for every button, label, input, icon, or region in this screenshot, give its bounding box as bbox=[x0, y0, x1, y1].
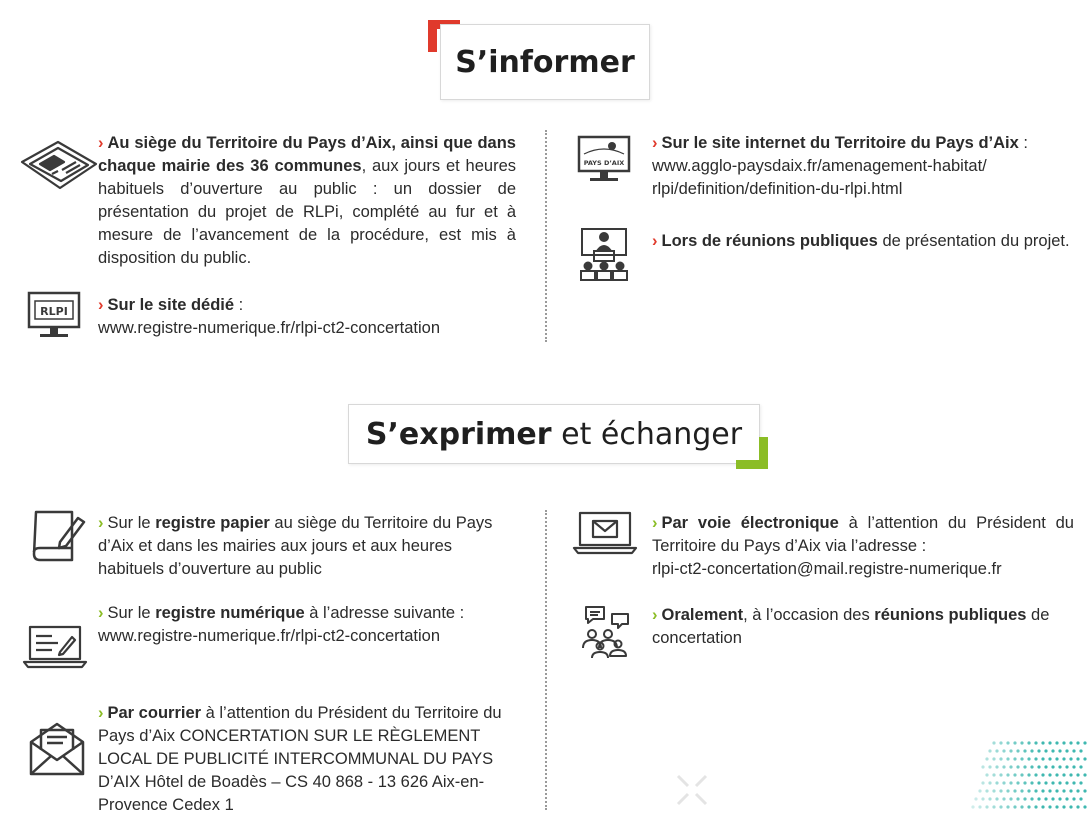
decorative-dot bbox=[999, 773, 1002, 776]
decorative-dot bbox=[1009, 797, 1012, 800]
decorative-dot bbox=[1020, 805, 1023, 808]
decorative-dot bbox=[1069, 805, 1072, 808]
decorative-dot bbox=[1013, 805, 1016, 808]
decorative-dot bbox=[1006, 789, 1009, 792]
monitor-rlpi-icon bbox=[26, 290, 82, 342]
decorative-dot bbox=[1006, 773, 1009, 776]
decorative-dot bbox=[1041, 805, 1044, 808]
decorative-dot bbox=[1034, 757, 1037, 760]
item-text: à l’attention du Président du Territoire du Pays d’Aix via l’adresse : bbox=[652, 514, 1074, 555]
decorative-dot bbox=[1079, 797, 1082, 800]
decorative-dot bbox=[995, 765, 998, 768]
decorative-dot bbox=[1002, 797, 1005, 800]
item-bold-text: réunions publiques bbox=[874, 606, 1027, 624]
decorative-dot bbox=[1062, 789, 1065, 792]
decorative-dot bbox=[1048, 757, 1051, 760]
decorative-dot bbox=[1083, 741, 1086, 744]
item-bold-text: Par courrier bbox=[107, 704, 202, 722]
public-meeting-icon bbox=[576, 226, 632, 284]
chevron-right-icon: › bbox=[98, 514, 104, 532]
decorative-dot bbox=[1055, 789, 1058, 792]
decorative-dot bbox=[1072, 797, 1075, 800]
decorative-dot bbox=[1079, 749, 1082, 752]
info-item-reunions bbox=[652, 230, 1072, 253]
info-item-siege bbox=[98, 132, 516, 270]
decorative-dot bbox=[1058, 797, 1061, 800]
decorative-dot bbox=[1013, 789, 1016, 792]
decorative-dot bbox=[1009, 749, 1012, 752]
decorative-dot bbox=[988, 797, 991, 800]
url-link[interactable]: www.registre-numerique.fr/rlpi-ct2-concertation bbox=[98, 627, 441, 645]
decorative-dot bbox=[1006, 805, 1009, 808]
decorative-dot bbox=[981, 797, 984, 800]
decorative-dot bbox=[1023, 749, 1026, 752]
decorative-dot bbox=[995, 749, 998, 752]
decorative-dot bbox=[1055, 741, 1058, 744]
decorative-dot bbox=[1020, 757, 1023, 760]
item-text: de présentation du projet. bbox=[877, 232, 1070, 250]
decorative-dot bbox=[1058, 749, 1061, 752]
decorative-dot bbox=[1062, 773, 1065, 776]
chevron-right-icon: › bbox=[652, 134, 658, 152]
item-text: , à l’occasion des bbox=[743, 606, 875, 624]
decorative-dot bbox=[1079, 781, 1082, 784]
decorative-dot bbox=[992, 789, 995, 792]
item-text: de concertation bbox=[652, 606, 1050, 647]
decorative-dot bbox=[1055, 773, 1058, 776]
express-item-oralement bbox=[652, 604, 1072, 650]
chevron-right-icon: › bbox=[652, 232, 658, 250]
item-text: Sur le bbox=[107, 604, 156, 622]
decorative-dot bbox=[1002, 765, 1005, 768]
decorative-dot bbox=[971, 805, 974, 808]
title-accent-red bbox=[428, 20, 437, 52]
decorative-dot bbox=[1083, 773, 1086, 776]
item-bold-text: Oralement bbox=[661, 606, 744, 624]
item-bold-text: Lors de réunions publiques bbox=[661, 232, 878, 250]
decorative-dot bbox=[1083, 789, 1086, 792]
laptop-email-icon bbox=[572, 510, 638, 556]
decorative-dot bbox=[1016, 749, 1019, 752]
decorative-dot bbox=[1058, 781, 1061, 784]
brochure-icon bbox=[18, 132, 100, 194]
decorative-dot bbox=[1030, 765, 1033, 768]
item-text: Sur le bbox=[107, 514, 156, 532]
notebook-pen-icon bbox=[30, 508, 86, 564]
decorative-dot bbox=[1020, 789, 1023, 792]
decorative-dot bbox=[1062, 757, 1065, 760]
item-text: : bbox=[234, 296, 244, 314]
decorative-dot bbox=[1041, 773, 1044, 776]
decorative-dot bbox=[1076, 741, 1079, 744]
decorative-dot bbox=[1083, 757, 1086, 760]
item-text: à l’attention du Président du Territoire du Pays d’Aix CONCERTATION SUR LE RÈGLEMENT LOCAL DE PUBLICITÉ INTERCOMMUNAL DU PAYS D’AIX Hôtel de Boadès – CS 40 868 - 13 626 Aix-en-Provence Cedex 1 bbox=[98, 704, 502, 814]
item-text: à l’adresse suivante : bbox=[304, 604, 465, 622]
decorative-dot bbox=[1002, 781, 1005, 784]
decorative-dot bbox=[1048, 805, 1051, 808]
decorative-dot bbox=[1041, 741, 1044, 744]
item-bold-text: Par voie électronique bbox=[661, 514, 839, 532]
decorative-dot bbox=[1013, 757, 1016, 760]
chevron-right-icon: › bbox=[652, 514, 658, 532]
email-link[interactable]: rlpi-ct2-concertation@mail.registre-numerique.fr bbox=[652, 560, 1002, 578]
decorative-dot bbox=[1027, 789, 1030, 792]
decorative-dot bbox=[999, 757, 1002, 760]
decorative-dot bbox=[1016, 765, 1019, 768]
express-item-electronique bbox=[652, 512, 1074, 581]
decorative-dot bbox=[1048, 773, 1051, 776]
decorative-dot bbox=[1044, 765, 1047, 768]
monitor-paysdaix-icon bbox=[576, 134, 632, 186]
section-title-exprimer bbox=[348, 404, 760, 464]
decorative-dot bbox=[1051, 781, 1054, 784]
decorative-dot bbox=[1079, 765, 1082, 768]
decorative-dot bbox=[1065, 781, 1068, 784]
decorative-dot bbox=[1034, 741, 1037, 744]
decorative-dot bbox=[988, 749, 991, 752]
info-item-site-internet bbox=[652, 132, 1072, 201]
decorative-dot bbox=[1027, 773, 1030, 776]
item-bold-text: Sur le site internet du Territoire du Pays d’Aix bbox=[661, 134, 1019, 152]
envelope-letter-icon bbox=[28, 718, 86, 778]
decorative-dot bbox=[1069, 789, 1072, 792]
decorative-dot bbox=[1002, 749, 1005, 752]
decorative-dot bbox=[1072, 765, 1075, 768]
decorative-dot bbox=[1037, 765, 1040, 768]
decorative-dot bbox=[1020, 773, 1023, 776]
decorative-dot bbox=[999, 741, 1002, 744]
item-bold-text: Au siège du Territoire du Pays d’Aix, ainsi que dans chaque mairie des 36 communes bbox=[98, 134, 516, 175]
decorative-dot bbox=[1016, 797, 1019, 800]
decorative-dot bbox=[1034, 773, 1037, 776]
decorative-dot bbox=[1051, 749, 1054, 752]
decorative-dot bbox=[1013, 741, 1016, 744]
decorative-dot bbox=[1055, 757, 1058, 760]
decorative-dot bbox=[978, 805, 981, 808]
decorative-dot bbox=[1023, 797, 1026, 800]
decorative-dot bbox=[1044, 797, 1047, 800]
decorative-dot bbox=[1020, 741, 1023, 744]
item-bold-text: Sur le site dédié bbox=[107, 296, 235, 314]
section-title-text: et échanger bbox=[551, 416, 743, 452]
decorative-dot bbox=[1037, 781, 1040, 784]
decorative-dot bbox=[1062, 805, 1065, 808]
decorative-dot bbox=[974, 797, 977, 800]
decorative-dot bbox=[985, 773, 988, 776]
decorative-dot bbox=[1065, 797, 1068, 800]
chevron-right-icon: › bbox=[98, 296, 104, 314]
decorative-dot bbox=[985, 805, 988, 808]
decorative-dot bbox=[1048, 789, 1051, 792]
decorative-dot bbox=[988, 781, 991, 784]
decorative-dot bbox=[1072, 781, 1075, 784]
column-divider bbox=[545, 130, 547, 342]
decorative-dot bbox=[1009, 781, 1012, 784]
express-item-courrier bbox=[98, 702, 518, 817]
decorative-dot-pattern bbox=[887, 737, 1087, 817]
decorative-dot bbox=[978, 789, 981, 792]
decorative-dot bbox=[1076, 805, 1079, 808]
info-item-site-dedie bbox=[98, 294, 528, 340]
decorative-dot bbox=[1076, 789, 1079, 792]
decorative-dot bbox=[985, 757, 988, 760]
decorative-dot bbox=[999, 789, 1002, 792]
decorative-cross-icon bbox=[672, 770, 712, 810]
decorative-dot bbox=[1062, 741, 1065, 744]
decorative-dot bbox=[1051, 797, 1054, 800]
title-accent-green bbox=[759, 437, 768, 469]
express-item-registre-numerique bbox=[98, 602, 518, 648]
decorative-dot bbox=[985, 789, 988, 792]
chevron-right-icon: › bbox=[652, 606, 658, 624]
decorative-dot bbox=[1055, 805, 1058, 808]
decorative-dot bbox=[1069, 741, 1072, 744]
decorative-dot bbox=[1030, 781, 1033, 784]
chevron-right-icon: › bbox=[98, 134, 104, 152]
decorative-dot bbox=[1058, 765, 1061, 768]
decorative-dot bbox=[1006, 741, 1009, 744]
monitor-label: PAYS D’AIX bbox=[583, 159, 625, 167]
decorative-dot bbox=[1016, 781, 1019, 784]
decorative-dot bbox=[1030, 749, 1033, 752]
decorative-dot bbox=[1076, 757, 1079, 760]
decorative-dot bbox=[1023, 765, 1026, 768]
decorative-dot bbox=[1009, 765, 1012, 768]
item-text: au siège du Territoire du Pays d’Aix et dans les mairies aux jours et aux heures habituels d’ouverture au public bbox=[98, 514, 493, 578]
decorative-dot bbox=[981, 765, 984, 768]
item-text: : bbox=[1018, 134, 1028, 152]
decorative-dot bbox=[1027, 741, 1030, 744]
group-discussion-icon bbox=[580, 604, 636, 658]
section-title-informer bbox=[440, 24, 650, 100]
decorative-dot bbox=[1051, 765, 1054, 768]
decorative-dot bbox=[992, 757, 995, 760]
section-title-text: S’informer bbox=[455, 44, 635, 80]
decorative-dot bbox=[1041, 789, 1044, 792]
laptop-form-icon bbox=[22, 624, 88, 670]
chevron-right-icon: › bbox=[98, 604, 104, 622]
decorative-dot bbox=[1027, 805, 1030, 808]
decorative-dot bbox=[995, 781, 998, 784]
decorative-dot bbox=[1006, 757, 1009, 760]
item-text: , aux jours et heures habituels d’ouverture au public : un dossier de présentation du projet de RLPi, complété au fur et à mesure de l’avancement de la procédure, est mis à disposition du public. bbox=[98, 157, 516, 267]
url-link[interactable]: www.agglo-paysdaix.fr/amenagement-habitat/ bbox=[652, 157, 987, 175]
decorative-dot bbox=[1076, 773, 1079, 776]
decorative-dot bbox=[988, 765, 991, 768]
chevron-right-icon: › bbox=[98, 704, 104, 722]
decorative-dot bbox=[1069, 773, 1072, 776]
section-title-bold: S’exprimer bbox=[365, 416, 552, 452]
decorative-dot bbox=[1065, 749, 1068, 752]
express-item-registre-papier bbox=[98, 512, 518, 581]
decorative-dot bbox=[1048, 741, 1051, 744]
url-link[interactable]: rlpi/definition/definition-du-rlpi.html bbox=[652, 180, 903, 198]
decorative-dot bbox=[1044, 781, 1047, 784]
item-bold-text: registre numérique bbox=[155, 604, 305, 622]
decorative-dot bbox=[1065, 765, 1068, 768]
decorative-dot bbox=[992, 805, 995, 808]
monitor-label: RLPI bbox=[40, 305, 68, 318]
decorative-dot bbox=[992, 741, 995, 744]
decorative-dot bbox=[1072, 749, 1075, 752]
decorative-dot bbox=[1034, 789, 1037, 792]
item-bold-text: registre papier bbox=[155, 514, 270, 532]
decorative-dot bbox=[1044, 749, 1047, 752]
decorative-dot bbox=[1069, 757, 1072, 760]
decorative-dot bbox=[1030, 797, 1033, 800]
decorative-dot bbox=[999, 805, 1002, 808]
decorative-dot bbox=[992, 773, 995, 776]
decorative-dot bbox=[1083, 805, 1086, 808]
decorative-dot bbox=[1037, 797, 1040, 800]
decorative-dot bbox=[1027, 757, 1030, 760]
decorative-dot bbox=[981, 781, 984, 784]
decorative-dot bbox=[1034, 805, 1037, 808]
column-divider bbox=[545, 510, 547, 810]
decorative-dot bbox=[1041, 757, 1044, 760]
decorative-dot bbox=[1023, 781, 1026, 784]
decorative-dot bbox=[995, 797, 998, 800]
url-link[interactable]: www.registre-numerique.fr/rlpi-ct2-concertation bbox=[98, 319, 441, 337]
decorative-dot bbox=[1037, 749, 1040, 752]
decorative-dot bbox=[1013, 773, 1016, 776]
